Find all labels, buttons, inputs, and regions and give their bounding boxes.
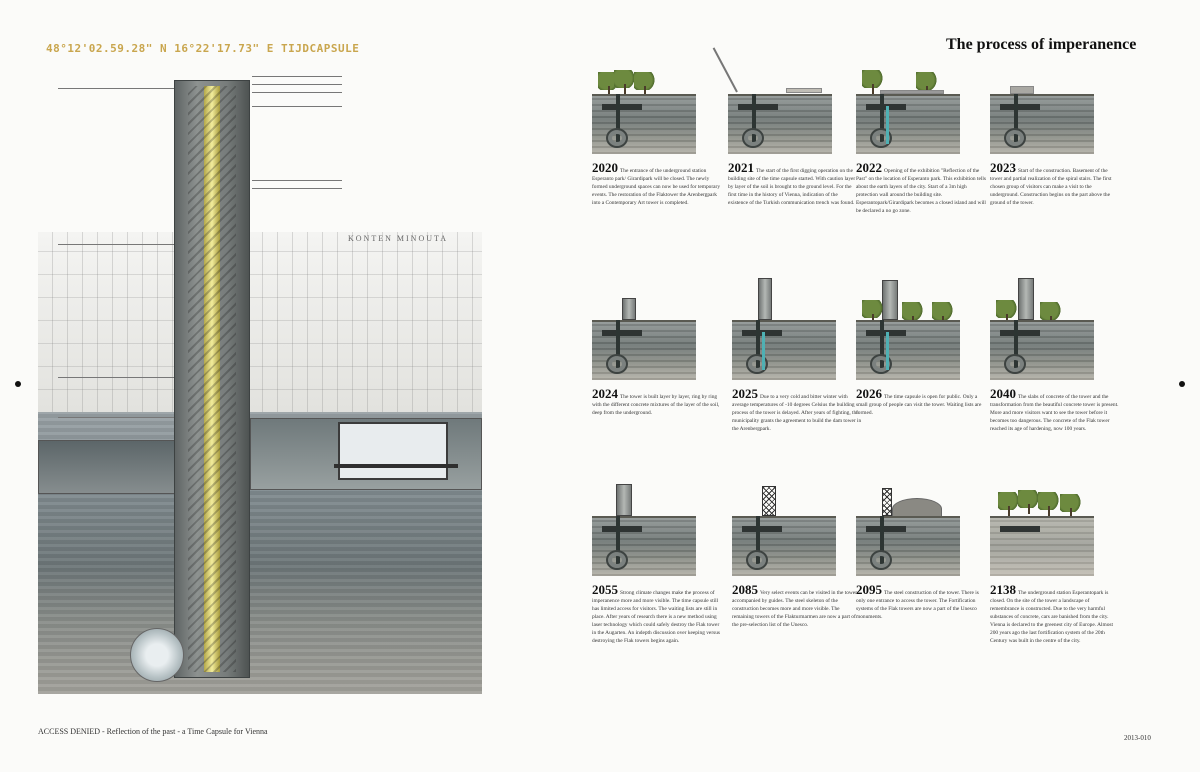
timeline-step — [732, 292, 862, 433]
timeline-step — [990, 292, 1120, 433]
step-illustration — [856, 292, 960, 384]
step-year: 2022 — [856, 160, 882, 175]
step-text: Very select events can be visited in the tower accompanied by guides. The steel skeleton of the construction becomes more and more visible. The remaining towers of the Flakturmarmen are now a part of the pre-selection list of the Unesco. — [732, 590, 857, 628]
step-year: 2023 — [990, 160, 1016, 175]
time-capsule-chamber — [130, 628, 184, 682]
step-illustration — [856, 66, 960, 158]
step-illustration — [592, 66, 696, 158]
step-year: 2025 — [732, 386, 758, 401]
step-illustration — [732, 292, 836, 384]
step-text: Start of the construction. Basement of the tower and partial realization of the spiral stairs. The first chosen group of visitors can make a visit to the underground. Construction begins on the part above the ground of the tower. — [990, 168, 1112, 206]
underground-tunnel-left — [38, 440, 186, 494]
step-year: 2020 — [592, 160, 618, 175]
timeline-step — [728, 66, 858, 207]
building-sign: KONTEN MINOUTA — [348, 234, 449, 243]
step-text: The underground station Esperantopark is closed. On the site of the tower a landscape of remembrance is constructed. Due to the very harmful substances of concrete, cars are banished from the city. Vienna is declared to the greenest city of Europe. Almost 200 years ago the last fortification system of the 20th Century was built in the centre of the city. — [990, 590, 1114, 644]
step-text: The entrance of the underground station Esperanto park/ Girardipark will be closed. The newly formed underground spaces can now be used for temporary events. The restoration of the Flaktower the Arenbergpark into a Contemporary Art tower is completed. — [592, 168, 721, 206]
page-title: The process of imperanence — [946, 36, 1137, 53]
step-year: 2024 — [592, 386, 618, 401]
section-drawing — [38, 72, 482, 694]
step-year: 2040 — [990, 386, 1016, 401]
step-illustration — [592, 488, 696, 580]
step-year: 2138 — [990, 582, 1016, 597]
step-year: 2021 — [728, 160, 754, 175]
step-text: Opening of the exhibition "Reflection of the Past" on the location of Esperanto park. This exhibition tells about the earth layers of the city. Start of a 3m high protection wall around the building site. Esperantopark/Girardipark becomes a closed island and will be declared a no go zone. — [856, 168, 986, 214]
step-text: The tower is built layer by layer, ring by ring with the different concrete mixtures of the layer of the soil, deep from the underground. — [592, 394, 720, 416]
timeline-step — [990, 488, 1120, 645]
building-facade — [38, 232, 482, 412]
step-illustration — [856, 488, 960, 580]
step-year: 2055 — [592, 582, 618, 597]
timeline-step — [732, 488, 862, 629]
step-text: The time capsule is open for public. Only a small group of people can visit the tower. Waiting lists are formed. — [856, 394, 982, 416]
step-text: Due to a very cold and bitter winter with average temperatures of -10 degrees Celsius the building process of the tower is delayed. After years of fighting, the municipality grants the agreement to build the dam tower in the Arenbergpark. — [732, 394, 862, 432]
step-text: The slabs of concrete of the tower and the transformation from the beautiful concrete tower is present. More and more visitors want to see the tower before it becomes too dangerous. The concrete of the Flak tower reached its age of hardening, now 100 years. — [990, 394, 1119, 432]
step-illustration — [990, 292, 1094, 384]
step-year: 2085 — [732, 582, 758, 597]
step-illustration — [990, 66, 1094, 158]
step-illustration — [732, 488, 836, 580]
page-dot-right — [1179, 381, 1185, 387]
timeline-step — [856, 292, 986, 417]
display-bench — [334, 464, 458, 480]
step-illustration — [728, 66, 832, 158]
step-year: 2026 — [856, 386, 882, 401]
coordinates-title: 48°12'02.59.28" N 16°22'17.73" E TIJDCAPSULE — [46, 42, 360, 55]
step-illustration — [990, 488, 1094, 580]
timeline-step — [856, 66, 986, 215]
step-year: 2095 — [856, 582, 882, 597]
footer-code: 2013-010 — [1124, 734, 1151, 742]
step-text: Strong climate changes make the process of imperanence more and more visible. The time capsule still has limited access for visitors. The waiting lists are still in place. After years of research there is a new method using laser technology which could safely destroy the Flak tower in the Augarten. An indepth discussion over keeping versus destroying the Flak towers begins again. — [592, 590, 721, 644]
timeline-step — [592, 66, 722, 207]
step-illustration — [592, 292, 696, 384]
timeline-step — [592, 488, 722, 645]
timeline-step — [592, 292, 722, 417]
timeline-step — [990, 66, 1120, 207]
step-text: The steel construction of the tower. There is only one entrance to access the tower. The Fortification systems of the Flak towers are now a part of the Unesco monuments. — [856, 590, 979, 620]
step-text: The start of the first digging operation on the building site of the time capsule started. With caution layer by layer of the soil is brought to the ground level. For the first time in the history of Vienna, indication of the existence of the Turkish communication trench was found. — [728, 168, 856, 206]
timeline-step — [856, 488, 986, 621]
page-dot-left — [15, 381, 21, 387]
footer-caption: ACCESS DENIED - Reflection of the past - a Time Capsule for Vienna — [38, 727, 268, 736]
spiral-stairs — [188, 86, 236, 672]
